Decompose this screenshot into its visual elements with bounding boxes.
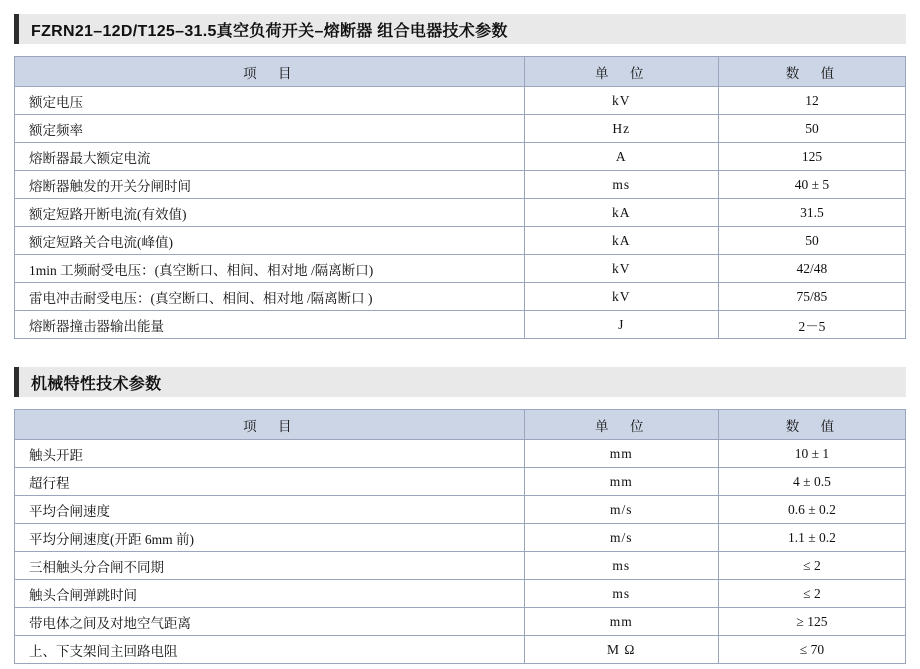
table-body: [15, 87, 906, 339]
cell-unit: A: [524, 143, 718, 171]
cell-value: 75/85: [718, 283, 905, 311]
table-header-row: [15, 410, 906, 440]
table-row: [15, 552, 906, 580]
table-row: [15, 87, 906, 115]
cell-unit: m/s: [524, 524, 718, 552]
cell-unit: mm: [524, 440, 718, 468]
table-row: [15, 115, 906, 143]
column-header-unit: 单 位: [524, 57, 718, 87]
table-row: [15, 524, 906, 552]
cell-item: 额定频率: [15, 115, 525, 143]
cell-value: 1.1 ± 0.2: [718, 524, 905, 552]
cell-unit: m/s: [524, 496, 718, 524]
cell-value: 42/48: [718, 255, 905, 283]
cell-item: 熔断器撞击器输出能量: [15, 311, 525, 339]
cell-item: 超行程: [15, 468, 525, 496]
mechanical-parameters-table: [14, 409, 906, 664]
cell-unit: mm: [524, 468, 718, 496]
cell-value: 40 ± 5: [718, 171, 905, 199]
cell-value: 4 ± 0.5: [718, 468, 905, 496]
cell-unit: mm: [524, 608, 718, 636]
cell-unit: kV: [524, 255, 718, 283]
cell-unit: ms: [524, 580, 718, 608]
cell-value: 50: [718, 227, 905, 255]
cell-value: 50: [718, 115, 905, 143]
cell-value: 2－5: [718, 311, 905, 339]
cell-unit: kV: [524, 87, 718, 115]
table-row: [15, 496, 906, 524]
cell-value: 0.6 ± 0.2: [718, 496, 905, 524]
cell-item: 额定电压: [15, 87, 525, 115]
cell-item: 带电体之间及对地空气距离: [15, 608, 525, 636]
table-body: [15, 440, 906, 664]
cell-value: ≤ 70: [718, 636, 905, 664]
electrical-parameters-table: [14, 56, 906, 339]
column-header-unit: 单 位: [524, 410, 718, 440]
column-header-item: 项 目: [15, 410, 525, 440]
section-title: FZRN21–12D/T125–31.5真空负荷开关–熔断器 组合电器技术参数: [31, 22, 508, 40]
table-row: [15, 440, 906, 468]
cell-value: ≤ 2: [718, 580, 905, 608]
table-row: [15, 199, 906, 227]
cell-unit: Hz: [524, 115, 718, 143]
cell-value: ≤ 2: [718, 552, 905, 580]
cell-value: ≥ 125: [718, 608, 905, 636]
cell-unit: ms: [524, 552, 718, 580]
column-header-value: 数 值: [718, 410, 905, 440]
cell-item: 熔断器触发的开关分闸时间: [15, 171, 525, 199]
table-header: [15, 57, 906, 87]
cell-item: 1min 工频耐受电压：(真空断口、相间、相对地 /隔离断口): [15, 255, 525, 283]
column-header-item: 项 目: [15, 57, 525, 87]
cell-item: 上、下支架间主回路电阻: [15, 636, 525, 664]
section-header-electrical: [14, 14, 906, 44]
cell-unit: kV: [524, 283, 718, 311]
table-row: [15, 636, 906, 664]
table-row: [15, 608, 906, 636]
cell-item: 熔断器最大额定电流: [15, 143, 525, 171]
cell-value: 10 ± 1: [718, 440, 905, 468]
cell-item: 三相触头分合闸不同期: [15, 552, 525, 580]
cell-value: 12: [718, 87, 905, 115]
cell-value: 125: [718, 143, 905, 171]
cell-item: 平均分闸速度(开距 6mm 前): [15, 524, 525, 552]
table-row: [15, 311, 906, 339]
cell-unit: kA: [524, 199, 718, 227]
cell-item: 雷电冲击耐受电压：(真空断口、相间、相对地 /隔离断口 ): [15, 283, 525, 311]
table-row: [15, 171, 906, 199]
table-row: [15, 255, 906, 283]
cell-unit: ms: [524, 171, 718, 199]
column-header-value: 数 值: [718, 57, 905, 87]
table-row: [15, 143, 906, 171]
table-row: [15, 468, 906, 496]
table-row: [15, 580, 906, 608]
table-header-row: [15, 57, 906, 87]
table-row: [15, 283, 906, 311]
cell-item: 触头合闸弹跳时间: [15, 580, 525, 608]
table-row: [15, 227, 906, 255]
cell-unit: kA: [524, 227, 718, 255]
cell-unit: J: [524, 311, 718, 339]
cell-item: 额定短路开断电流(有效值): [15, 199, 525, 227]
section-header-mechanical: [14, 367, 906, 397]
section-title: 机械特性技术参数: [31, 375, 162, 393]
cell-value: 31.5: [718, 199, 905, 227]
cell-item: 触头开距: [15, 440, 525, 468]
table-header: [15, 410, 906, 440]
cell-item: 额定短路关合电流(峰值): [15, 227, 525, 255]
cell-item: 平均合闸速度: [15, 496, 525, 524]
cell-unit: M Ω: [524, 636, 718, 664]
